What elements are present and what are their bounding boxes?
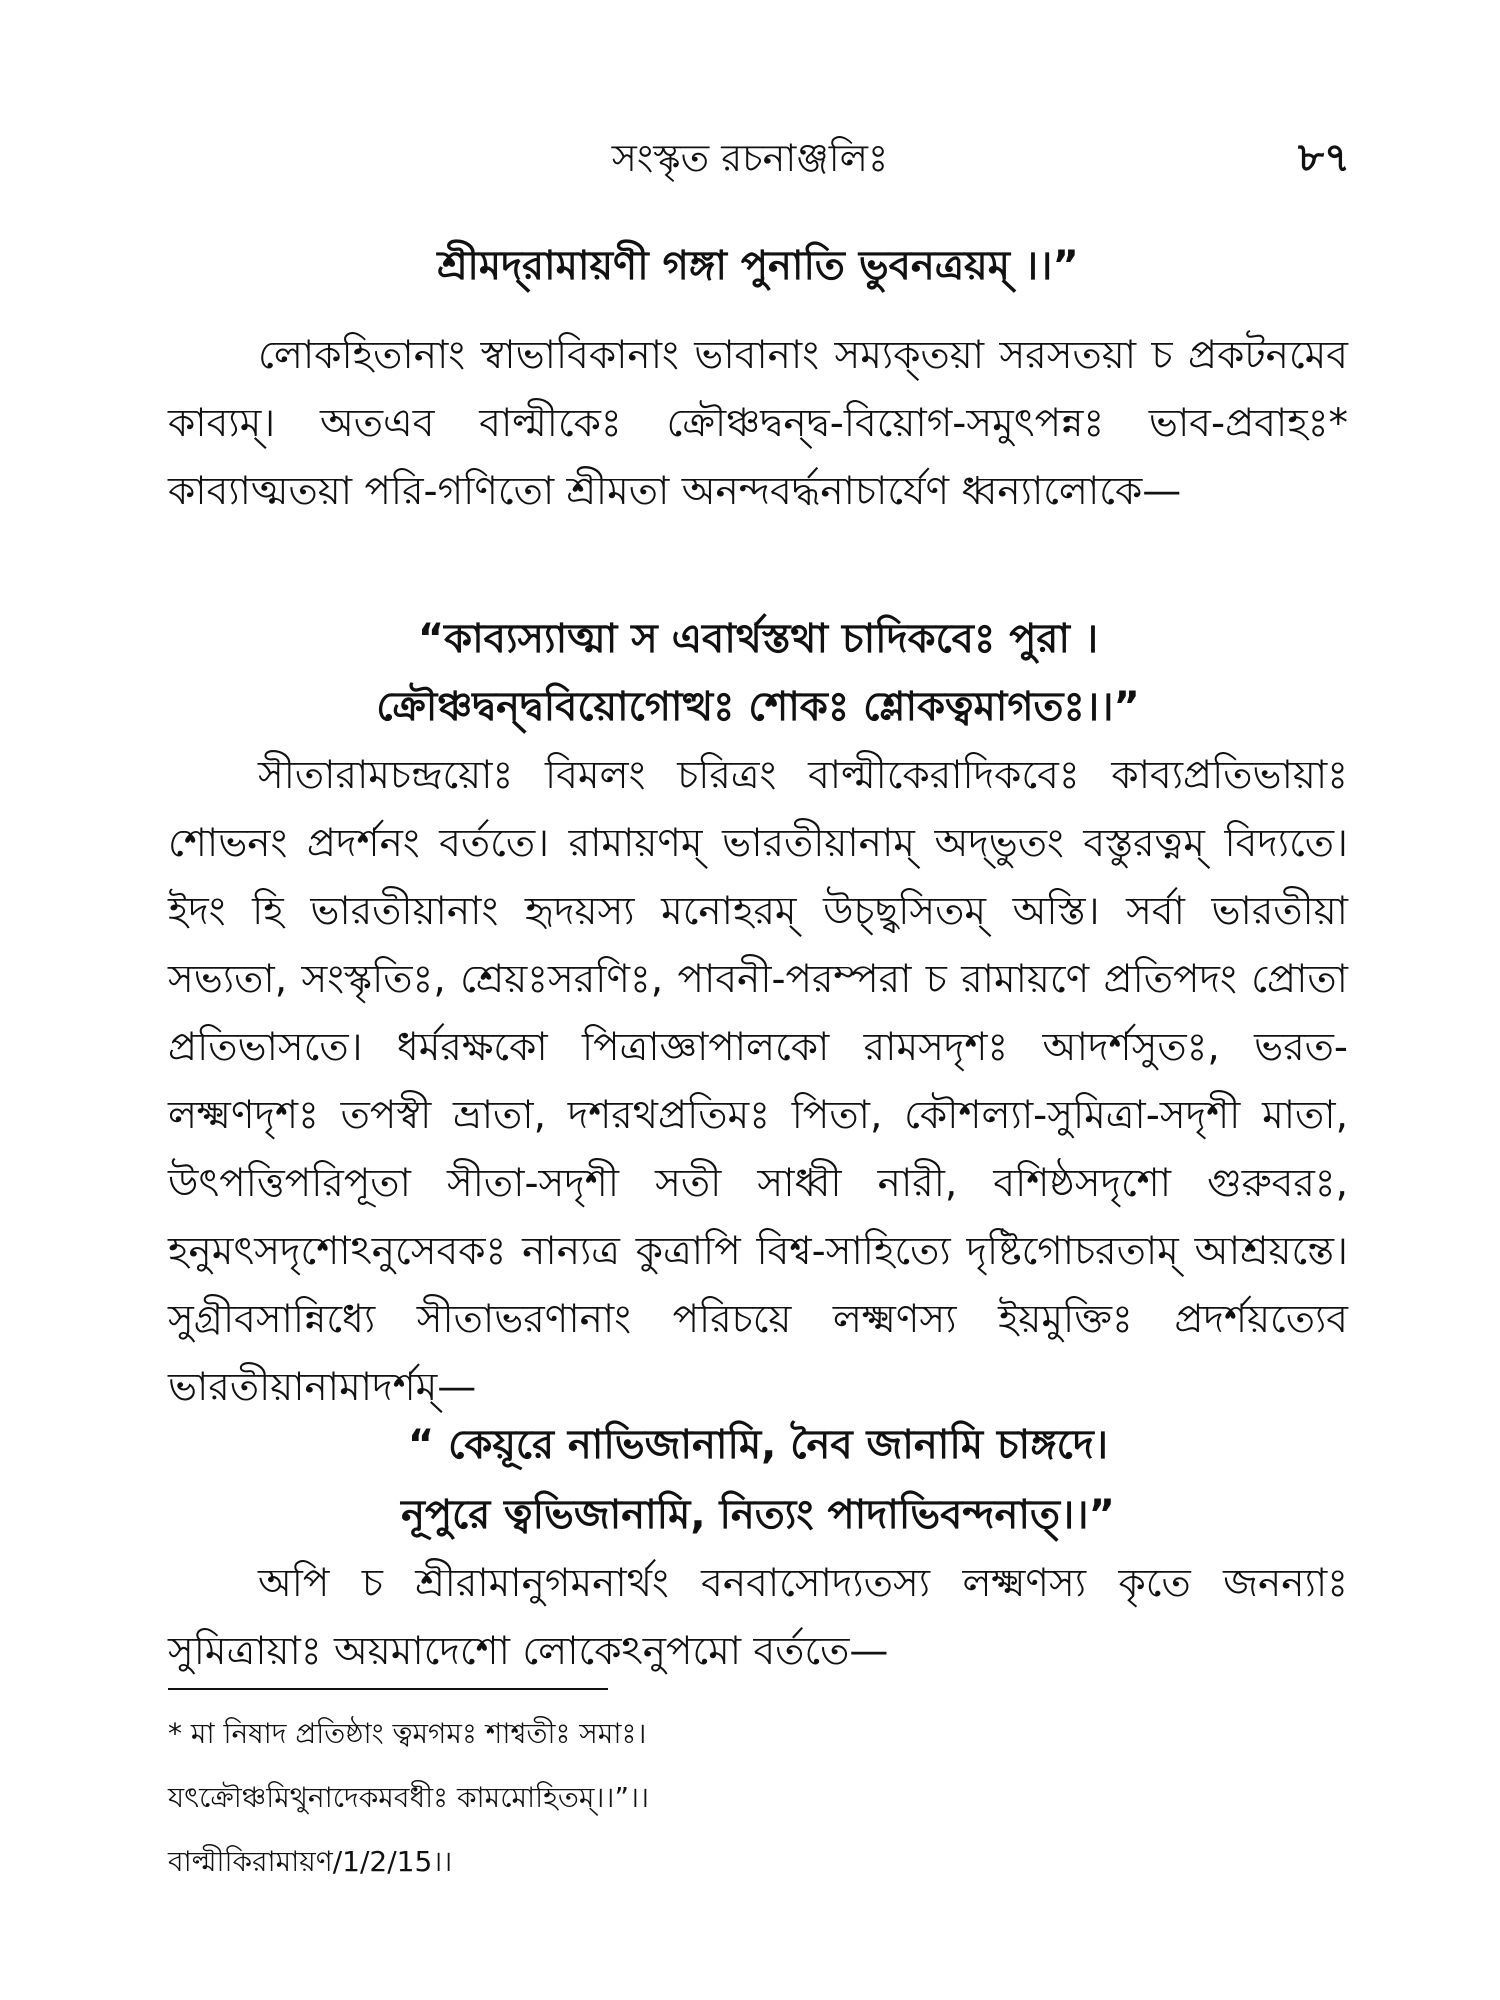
running-header: [150, 128, 1350, 188]
verse-top-line: শ্রীমদ্‌রামায়ণী গঙ্গা পুনাতি ভুবনত্রয়ম্‌ ।।”: [437, 243, 1079, 289]
footnote-rule: [168, 1688, 608, 1690]
verse-top: [168, 234, 1348, 301]
verse-2: [168, 605, 1348, 741]
footnote-source: বাল্মীকিরামায়ণ/1/2/15।।: [168, 1845, 453, 1878]
verse-3-line-2: নূপুরে ত্বভিজানামি, নিত্যং পাদাভিবন্দনাত্‌।।”: [401, 1492, 1115, 1538]
verse-2-line-2: ক্রৌঞ্চদ্বন্দ্ববিয়োগোত্থঃ শোকঃ শ্লোকত্বমাগতঃ।।”: [376, 684, 1140, 730]
verse-2-line-1: “কাব্যস্যাত্মা স এবার্থস্তথা চাদিকবেঃ পুরা ।: [417, 616, 1099, 662]
verse-3: [168, 1410, 1348, 1550]
paragraph-2-text: সীতারামচন্দ্রয়োঃ বিমলং চরিত্রং বাল্মীকেরাদিকবেঃ কাব্যপ্রতিভায়াঃ শোভনং প্রদর্শনং বর্ততে। রামায়ণম্‌ ভারতীয়ানাম্‌ অদ্‌ভুতং বস্তুরত্নম্‌ বিদ্যতে। ইদং হি ভারতীয়ানাং হৃদয়স্য মনোহরম্‌ উচ্ছ্বসিতম্‌ অস্তি। সর্বা ভারতীয়া সভ্যতা, সংস্কৃতিঃ, শ্রেয়ঃসরণিঃ, পাবনী-পরম্পরা চ রামায়ণে প্রতিপদং প্রোতা প্রতিভাসতে। ধর্মরক্ষকো পিত্রাজ্ঞাপালকো রামসদৃশঃ আদর্শসুতঃ, ভরত-লক্ষ্মণদৃশঃ তপস্বী ভ্রাতা, দশরথপ্রতিমঃ পিতা, কৌশল্যা-সুমিত্রা-সদৃশী মাতা, উৎপত্তিপরিপূতা সীতা-সদৃশী সতী সাধ্বী নারী, বশিষ্ঠসদৃশো গুরুবরঃ, হনুমৎসদৃশোঽনুসেবকঃ নান্যত্র কুত্রাপি বিশ্ব-সাহিত্যে দৃষ্টিগোচরতাম্‌ আশ্রয়ন্তে। সুগ্রীবসান্নিধ্যে সীতাভরণানাং পরিচয়ে লক্ষ্মণস্য ইয়মুক্তিঃ প্রদর্শয়ত্যেব ভারতীয়ানামাদর্শম্‌—: [168, 753, 1348, 1410]
footnote-line-1: * মা নিষাদ প্রতিষ্ঠাং ত্বমগমঃ শাশ্বতীঃ সমাঃ।: [168, 1717, 647, 1750]
paragraph-1: [168, 322, 1348, 526]
footnotes: [168, 1702, 1068, 1894]
page-number: ৮৭: [1298, 135, 1350, 181]
running-title: সংস্কৃত রচনাঞ্জলিঃ: [611, 136, 889, 180]
footnote-line-2: যৎক্রৌঞ্চমিথুনাদেকমবধীঃ কামমোহিতম্‌।।”।।: [168, 1781, 649, 1814]
verse-3-line-1: “ কেয়ূরে নাভিজানামি, নৈব জানামি চাঙ্গদে।: [407, 1422, 1109, 1468]
paragraph-1-text: লোকহিতানাং স্বাভাবিকানাং ভাবানাং সম্যক্‌তয়া সরসতয়া চ প্রকটনমেব কাব্যম্‌। অতএব বাল্মীকেঃ ক্রৌঞ্চদ্বন্দ্ব-বিয়োগ-সমুৎপন্নঃ ভাব-প্রবাহঃ* কাব্যাত্মতয়া পরি-গণিতো শ্রীমতা অনন্দবর্দ্ধনাচার্যেণ ধ্বন্যালোকে—: [168, 333, 1348, 514]
paragraph-3: [168, 1550, 1348, 1686]
paragraph-3-text: অপি চ শ্রীরামানুগমনার্থং বনবাসোদ্যতস্য লক্ষ্মণস্য কৃতে জনন্যাঃ সুমিত্রায়াঃ অয়মাদেশো লোকেঽনুপমো বর্ততে—: [168, 1561, 1348, 1674]
paragraph-2: [168, 742, 1348, 1422]
